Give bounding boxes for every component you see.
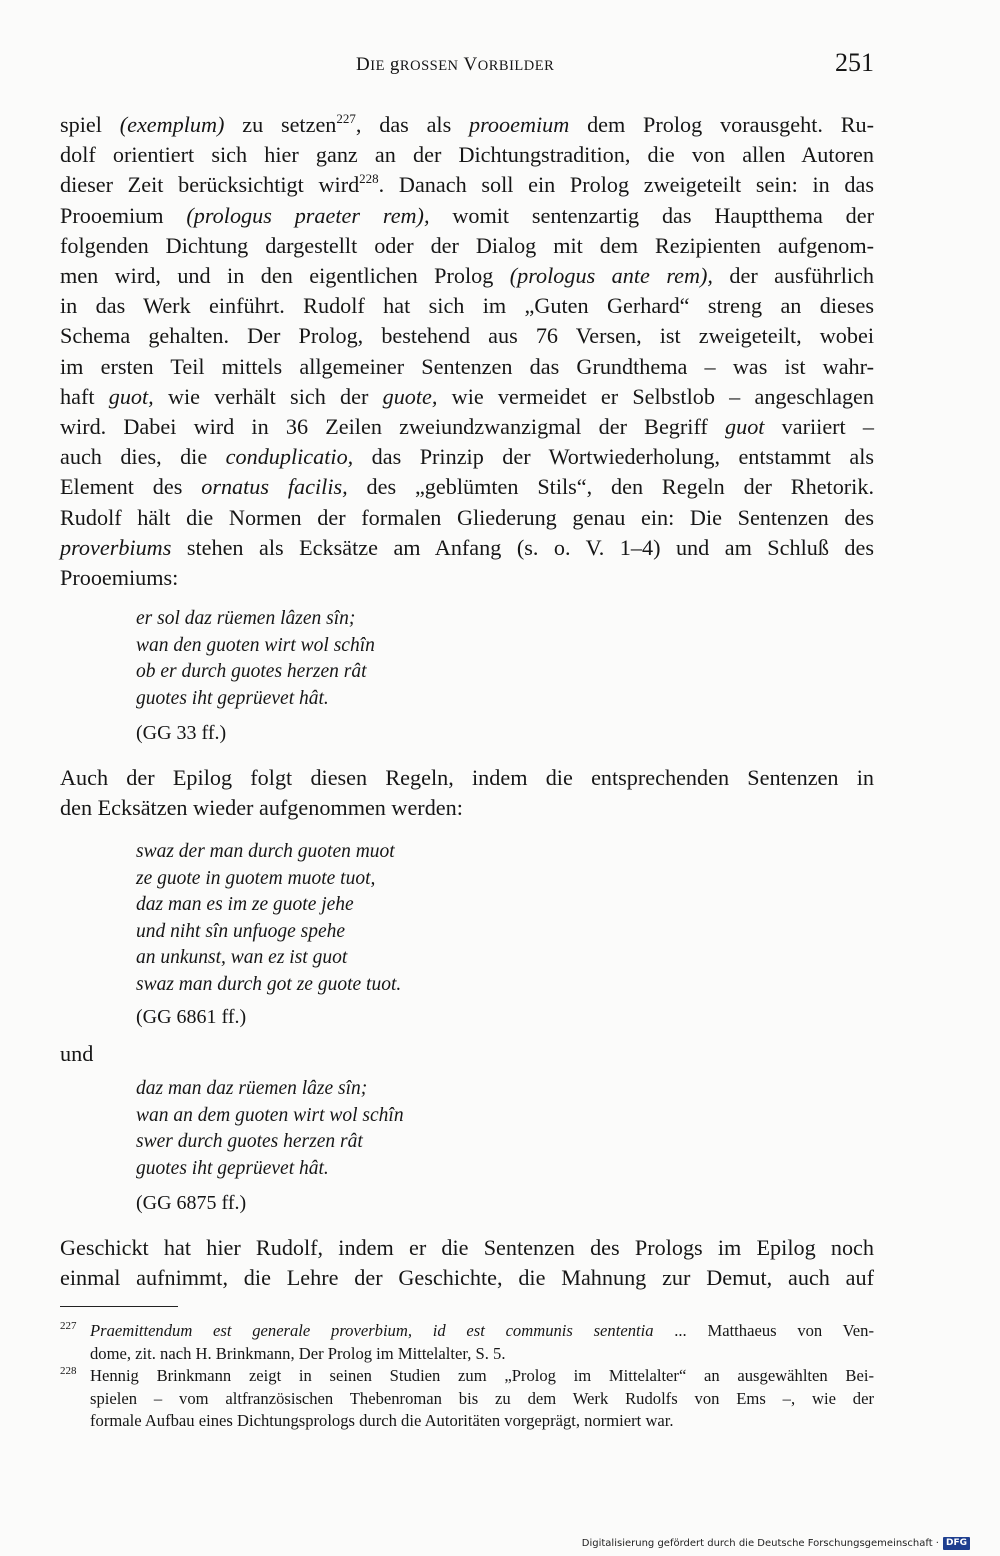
verse-line: an unkunst, wan ez ist guot <box>136 947 348 968</box>
text-line: folgenden Dichtung dargestellt oder der Dialog mit dem Rezipienten aufgenom- <box>60 232 874 258</box>
text-line: den Ecksätzen wieder aufgenommen werden: <box>60 795 463 821</box>
text-line: Element des ornatus facilis, des „geblümten Stils“, den Regeln der Rhetorik. <box>60 474 874 500</box>
footnote-227 <box>60 1320 874 1365</box>
connector-text: und <box>60 1041 94 1066</box>
page-number: 251 <box>835 48 874 77</box>
verse-line: swer durch guotes herzen rât <box>136 1131 363 1152</box>
footnote-rule <box>60 1306 178 1307</box>
paragraph-3 <box>60 1233 874 1293</box>
verse-line: swaz der man durch guoten muot <box>136 841 395 862</box>
verse-quote-1 <box>136 606 736 712</box>
verse-line: ze guote in guotem muote tuot, <box>136 867 376 889</box>
verse-line: daz man daz rüemen lâze sîn; <box>136 1078 368 1099</box>
footnote-line: dome, zit. nach H. Brinkmann, Der Prolog im Mittelalter, S. 5. <box>90 1343 506 1363</box>
footnote-ref-227: 227 <box>336 111 356 126</box>
verse-line: guotes iht geprüevet hât. <box>136 687 329 709</box>
verse-line: wan an dem guoten wirt wol schîn <box>136 1104 404 1126</box>
text-line: einmal aufnimmt, die Lehre der Geschichte, die Mahnung zur Demut, auch auf <box>60 1265 874 1291</box>
verse-line: ob er durch guotes herzen rât <box>136 661 367 682</box>
text-line: proverbiums stehen als Ecksätze am Anfang (s. o. V. 1–4) und am Schluß des <box>60 534 874 560</box>
footnote-line: formale Aufbau eines Dichtungsprologs durch die Autoritäten vorgeprägt, normiert war. <box>90 1411 674 1431</box>
text-line: Prooemium (prologus praeter rem), womit sentenzartig das Hauptthema der <box>60 202 874 228</box>
text-line: men wird, und in den eigentlichen Prolog (prologus ante rem), der ausführlich <box>60 263 874 289</box>
footnote-number: 227 <box>60 1320 77 1332</box>
citation-2: (GG 6861 ff.) <box>136 1006 247 1028</box>
text-line: auch dies, die conduplicatio, das Prinzip der Wortwiederholung, entstammt als <box>60 444 874 470</box>
text-line: Rudolf hält die Normen der formalen Gliederung genau ein: Die Sentenzen des <box>60 504 874 530</box>
text-line: wird. Dabei wird in 36 Zeilen zweiundzwanzigmal der Begriff guot variiert – <box>60 414 874 440</box>
text-line: Prooemiums: <box>60 565 179 591</box>
verse-line: er sol daz rüemen lâzen sîn; <box>136 608 356 629</box>
verse-line: wan den guoten wirt wol schîn <box>136 634 375 656</box>
text-line: im ersten Teil mittels allgemeiner Sentenzen das Grundthema – was ist wahr- <box>60 353 874 379</box>
citation-1: (GG 33 ff.) <box>136 722 227 744</box>
footnote-ref-228: 228 <box>359 171 379 187</box>
footnote-line: Praemittendum est generale proverbium, id est communis sententia ... Matthaeus von Ven- <box>90 1321 874 1340</box>
text-line: Auch der Epilog folgt diesen Regeln, indem die entsprechenden Sentenzen in <box>60 765 874 790</box>
text-line: spiel (exemplum) zu setzen$^{227}$, das als prooemium dem Prolog vorausgeht. Ru- <box>60 111 874 137</box>
verse-quote-2 <box>136 839 736 998</box>
running-head: DIE gROSSEN VORBILDER <box>356 54 555 75</box>
page-header <box>60 48 874 88</box>
dfg-logo: DFG <box>943 1537 970 1550</box>
verse-line: daz man es im ze guote jehe <box>136 894 354 915</box>
text-line: dieser Zeit berücksichtigt wird$^{228}$. Danach soll ein Prolog zweigeteilt sein: in das <box>60 171 874 198</box>
text-line: Geschickt hat hier Rudolf, indem er die Sentenzen des Prologs im Epilog noch <box>60 1235 874 1260</box>
paragraph-2 <box>60 763 874 823</box>
digitization-credit <box>582 1537 970 1550</box>
footnote-line: spielen – vom altfranzösischen Thebenroman bis zu dem Werk Rudolfs von Ems –, wie der <box>90 1388 874 1408</box>
verse-line: guotes iht geprüevet hât. <box>136 1157 329 1179</box>
credit-text: Digitalisierung gefördert durch die Deutsche Forschungsgemeinschaft · <box>581 1538 939 1549</box>
footnote-number: 228 <box>60 1365 77 1378</box>
text-line: in das Werk einführt. Rudolf hat sich im „Guten Gerhard“ streng an dieses <box>60 293 874 319</box>
footnote-line: Hennig Brinkmann zeigt in seinen Studien zum „Prolog im Mittelalter“ an ausgewählten Bei- <box>90 1366 874 1386</box>
citation-3: (GG 6875 ff.) <box>136 1192 247 1214</box>
verse-line: und niht sîn unfuoge spehe <box>136 920 346 942</box>
text-line: dolf orientiert sich hier ganz an der Dichtungstradition, die von allen Autoren <box>60 142 874 168</box>
verse-quote-3 <box>136 1076 736 1182</box>
text-line: Schema gehalten. Der Prolog, bestehend aus 76 Versen, ist zweigeteilt, wobei <box>60 323 874 349</box>
footnotes <box>60 1320 874 1433</box>
paragraph-1 <box>60 110 874 593</box>
footnote-228 <box>60 1365 874 1433</box>
verse-line: swaz man durch got ze guote tuot. <box>136 973 402 995</box>
text-line: haft guot, wie verhält sich der guote, wie vermeidet er Selbstlob – angeschlagen <box>60 383 874 409</box>
